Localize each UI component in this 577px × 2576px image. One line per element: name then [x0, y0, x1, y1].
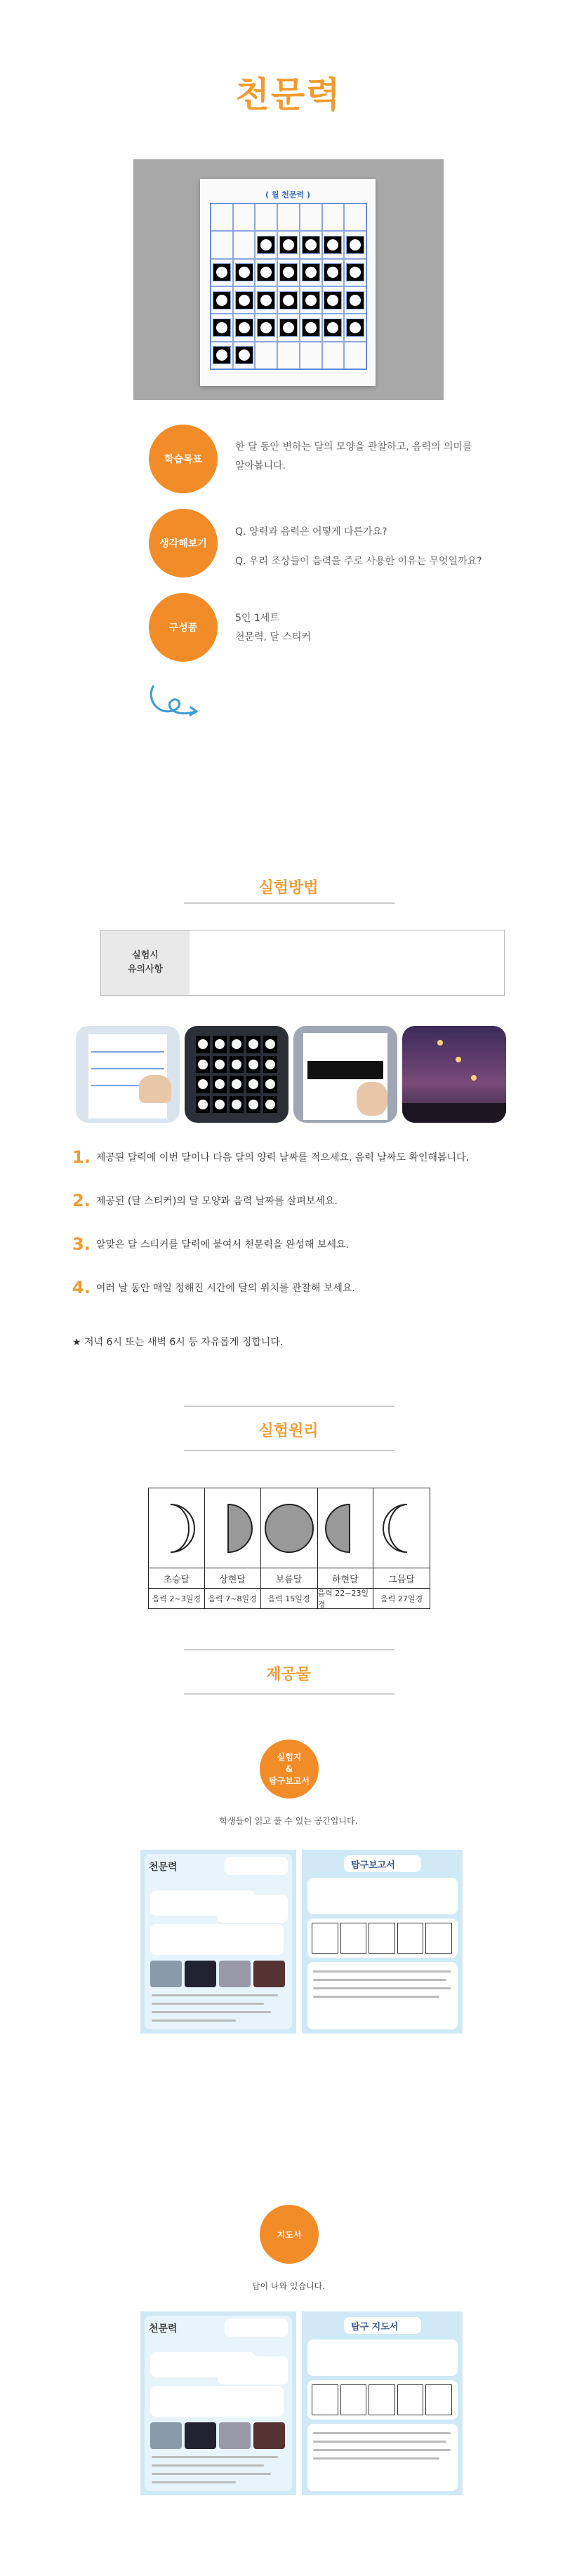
moon-sticker-icon	[213, 319, 231, 337]
calendar-cell	[277, 314, 300, 341]
calendar-cell	[277, 286, 300, 314]
guide-right-title: 탐구 지도서	[351, 2322, 399, 2333]
calendar-cell	[322, 231, 345, 258]
step-4	[72, 1278, 355, 1297]
worksheet-right-title: 탐구보고서	[351, 1860, 395, 1871]
phase-date: 음력 15일경	[267, 1594, 310, 1603]
calendar-cell	[322, 203, 345, 231]
phase-name: 상현달	[205, 1568, 260, 1589]
guide-preview	[140, 2311, 463, 2495]
calendar-cell	[300, 203, 322, 231]
principle-title: 실험원리	[258, 1422, 319, 1440]
calendar-cell	[255, 203, 277, 231]
moon-sticker-icon	[196, 1076, 210, 1093]
guide-desc: 답이 나와 있습니다.	[251, 2281, 326, 2291]
calendar-cell	[211, 286, 233, 314]
step-text: 알맞은 달 스티커를 달력에 붙여서 천문력을 완성해 보세요.	[95, 1239, 350, 1250]
calendar-cell	[277, 231, 300, 258]
moon-sticker-icon	[302, 291, 320, 309]
moon-sticker-icon	[235, 263, 253, 281]
moon-sticker-icon	[196, 1036, 210, 1053]
worksheet-preview	[140, 1850, 463, 2034]
divider	[184, 1406, 394, 1407]
moon-sticker-icon	[279, 263, 298, 281]
page-title: 천문력	[235, 74, 342, 115]
calendar-cell	[255, 286, 277, 314]
moon-sticker-icon	[324, 319, 342, 337]
moon-sticker-icon	[324, 291, 342, 309]
badge-label: 구성품	[168, 622, 198, 634]
moon-sticker-icon	[263, 1056, 277, 1074]
moon-sticker-icon	[346, 291, 364, 309]
phase-col-last-quarter	[318, 1488, 374, 1608]
badge-label: 생각해보기	[159, 538, 207, 549]
moon-sticker-icon	[263, 1076, 277, 1093]
moon-sticker-icon	[246, 1096, 260, 1114]
moon-sticker-icon	[213, 1076, 227, 1093]
divider	[184, 1649, 394, 1650]
calendar-cell	[255, 259, 277, 286]
guide-left-title: 천문력	[149, 2323, 178, 2335]
badge-label: 탐구보고서	[269, 1775, 310, 1786]
phase-col-waning-crescent	[373, 1488, 430, 1608]
moon-sticker-icon	[246, 1056, 260, 1074]
badge-label: 지도서	[277, 2229, 302, 2240]
worksheet-right-page	[302, 1850, 463, 2034]
phase-col-first-quarter	[205, 1488, 261, 1608]
moon-sticker-icon	[279, 236, 298, 254]
step-photo-4	[402, 1026, 506, 1123]
calendar-cell	[233, 286, 256, 314]
calendar-cell	[233, 203, 256, 231]
swirl-icon	[146, 681, 202, 723]
badge-learning-goal	[149, 425, 218, 493]
moon-phase-table	[148, 1488, 430, 1609]
divider	[184, 902, 394, 904]
worksheet-left-title: 천문력	[149, 1862, 178, 1873]
phase-date: 음력 2~3일경	[152, 1594, 201, 1603]
info-line: 5인 1세트	[235, 613, 279, 624]
calendar-cell	[344, 286, 366, 314]
calendar-cell	[255, 231, 277, 258]
hero-photo	[133, 159, 444, 400]
step-number: 3.	[72, 1234, 91, 1254]
calendar-cell	[300, 231, 322, 258]
caution-label-line: 유의사항	[127, 964, 164, 975]
moon-sticker-icon	[302, 236, 320, 254]
badge-components	[149, 593, 218, 662]
step-text: 제공된 (달 스티커)의 달 모양과 음력 날짜를 살펴보세요.	[95, 1196, 338, 1207]
moon-sticker-icon	[257, 319, 275, 337]
calendar-sheet-title: ( 월 천문력 )	[265, 190, 311, 199]
moon-sticker-icon	[235, 291, 253, 309]
step-photo-1	[76, 1026, 180, 1123]
step-1	[72, 1147, 469, 1167]
moon-sticker-icon	[346, 319, 364, 337]
phase-name: 초승달	[149, 1568, 204, 1589]
calendar-cell	[233, 314, 256, 341]
method-note: ★ 저녁 6시 또는 새벽 6시 등 자유롭게 정합니다.	[72, 1337, 284, 1348]
caution-label	[101, 930, 190, 995]
calendar-cell	[211, 314, 233, 341]
calendar-grid	[210, 203, 367, 370]
think-text	[235, 517, 482, 576]
info-line: 알아봅니다.	[235, 460, 286, 472]
crescent-moon-icon	[155, 1500, 197, 1556]
calendar-cell	[255, 314, 277, 341]
step-2	[72, 1191, 338, 1210]
badge-worksheet	[260, 1740, 319, 1798]
calendar-cell	[300, 286, 322, 314]
moon-sticker-icon	[279, 319, 298, 337]
moon-sticker-icon	[257, 236, 275, 254]
calendar-cell	[344, 203, 366, 231]
divider	[184, 1693, 394, 1695]
moon-sticker-icon	[235, 319, 253, 337]
caution-box	[100, 930, 505, 996]
calendar-cell	[322, 286, 345, 314]
calendar-cell	[211, 203, 233, 231]
phase-col-full	[261, 1488, 318, 1608]
info-line: 천문력, 달 스티커	[235, 632, 312, 643]
step-text: 여러 날 동안 매일 정해진 시간에 달의 위치를 관찰해 보세요.	[95, 1283, 355, 1294]
calendar-cell	[322, 342, 345, 369]
moon-sticker-icon	[213, 1036, 227, 1053]
calendar-cell	[233, 231, 256, 258]
calendar-cell	[277, 342, 300, 369]
phase-name: 보름달	[261, 1568, 317, 1589]
info-line: Q. 우리 조상들이 음력을 주로 사용한 이유는 무엇일까요?	[235, 556, 482, 567]
calendar-cell	[211, 259, 233, 286]
step-number: 1.	[72, 1147, 91, 1167]
info-line: 한 달 동안 변하는 달의 모양을 관찰하고, 음력의 의미를	[235, 441, 472, 453]
moon-sticker-icon	[257, 263, 275, 281]
moon-sticker-icon	[196, 1056, 210, 1074]
first-quarter-moon-icon	[211, 1500, 253, 1556]
moon-sticker-icon	[263, 1096, 277, 1114]
calendar-cell	[211, 342, 233, 369]
moon-sticker-icon	[324, 236, 342, 254]
badge-think	[149, 509, 218, 578]
moon-sticker-icon	[213, 346, 231, 364]
calendar-cell	[277, 203, 300, 231]
learning-goal-text	[235, 438, 472, 476]
caution-label-line: 실험시	[132, 950, 159, 961]
moon-sticker-icon	[302, 263, 320, 281]
moon-sticker-icon	[302, 319, 320, 337]
calendar-cell	[233, 259, 256, 286]
info-line: Q. 양력과 음력은 어떻게 다른가요?	[235, 526, 387, 538]
guide-left-page	[140, 2311, 296, 2495]
badge-label: 실험지	[277, 1751, 302, 1762]
moon-sticker-icon	[257, 291, 275, 309]
provided-title: 제공물	[266, 1666, 311, 1683]
last-quarter-moon-icon	[324, 1500, 366, 1556]
moon-sticker-icon	[213, 1056, 227, 1074]
phase-name: 그믐달	[373, 1568, 430, 1589]
calendar-cell	[322, 259, 345, 286]
badge-guide	[260, 2205, 319, 2264]
calendar-cell	[344, 342, 366, 369]
moon-sticker-icon	[213, 291, 231, 309]
calendar-cell	[277, 259, 300, 286]
calendar-cell	[344, 314, 366, 341]
moon-sticker-icon	[279, 291, 298, 309]
calendar-cell	[300, 342, 322, 369]
calendar-cell	[322, 314, 345, 341]
phase-date: 음력 27일경	[380, 1594, 423, 1603]
components-text	[235, 609, 311, 647]
moon-sticker-icon	[213, 263, 231, 281]
badge-label: &	[285, 1763, 293, 1774]
moon-sticker-icon	[235, 346, 253, 364]
calendar-sheet	[200, 179, 376, 386]
calendar-cell	[255, 342, 277, 369]
worksheet-desc: 학생들이 읽고 풀 수 있는 공간입니다.	[219, 1816, 358, 1826]
step-text: 제공된 달력에 이번 달이나 다음 달의 양력 날짜를 적으세요. 음력 날짜도 확인해봅니다.	[95, 1152, 470, 1163]
moon-sticker-icon	[263, 1036, 277, 1053]
moon-sticker-icon	[196, 1096, 210, 1114]
calendar-cell	[233, 342, 256, 369]
phase-date: 음력 22~23일경	[317, 1589, 369, 1609]
divider	[184, 1450, 394, 1451]
moon-sticker-icon	[324, 263, 342, 281]
guide-right-page	[302, 2311, 463, 2495]
worksheet-left-page	[140, 1850, 296, 2034]
moon-sticker-icon	[230, 1096, 244, 1114]
method-title: 실험방법	[258, 879, 319, 897]
step-photo-2	[185, 1026, 288, 1123]
full-moon-icon	[261, 1500, 317, 1556]
phase-col-crescent	[149, 1488, 205, 1608]
calendar-cell	[300, 314, 322, 341]
moon-sticker-icon	[230, 1076, 244, 1093]
moon-sticker-icon	[246, 1036, 260, 1053]
moon-sticker-icon	[213, 1096, 227, 1114]
step-number: 4.	[72, 1278, 91, 1297]
moon-sticker-icon	[246, 1076, 260, 1093]
calendar-cell	[344, 259, 366, 286]
calendar-cell	[344, 231, 366, 258]
moon-sticker-icon	[346, 263, 364, 281]
moon-sticker-icon	[346, 236, 364, 254]
waning-crescent-moon-icon	[380, 1500, 423, 1556]
phase-name: 하현달	[318, 1568, 373, 1589]
moon-sticker-icon	[230, 1036, 244, 1053]
step-3	[72, 1234, 349, 1254]
calendar-cell	[211, 231, 233, 258]
calendar-cell	[300, 259, 322, 286]
phase-date: 음력 7~8일경	[208, 1594, 257, 1603]
moon-sticker-icon	[230, 1056, 244, 1074]
badge-label: 학습목표	[164, 454, 203, 465]
step-photo-3	[293, 1026, 397, 1123]
step-number: 2.	[72, 1191, 91, 1210]
